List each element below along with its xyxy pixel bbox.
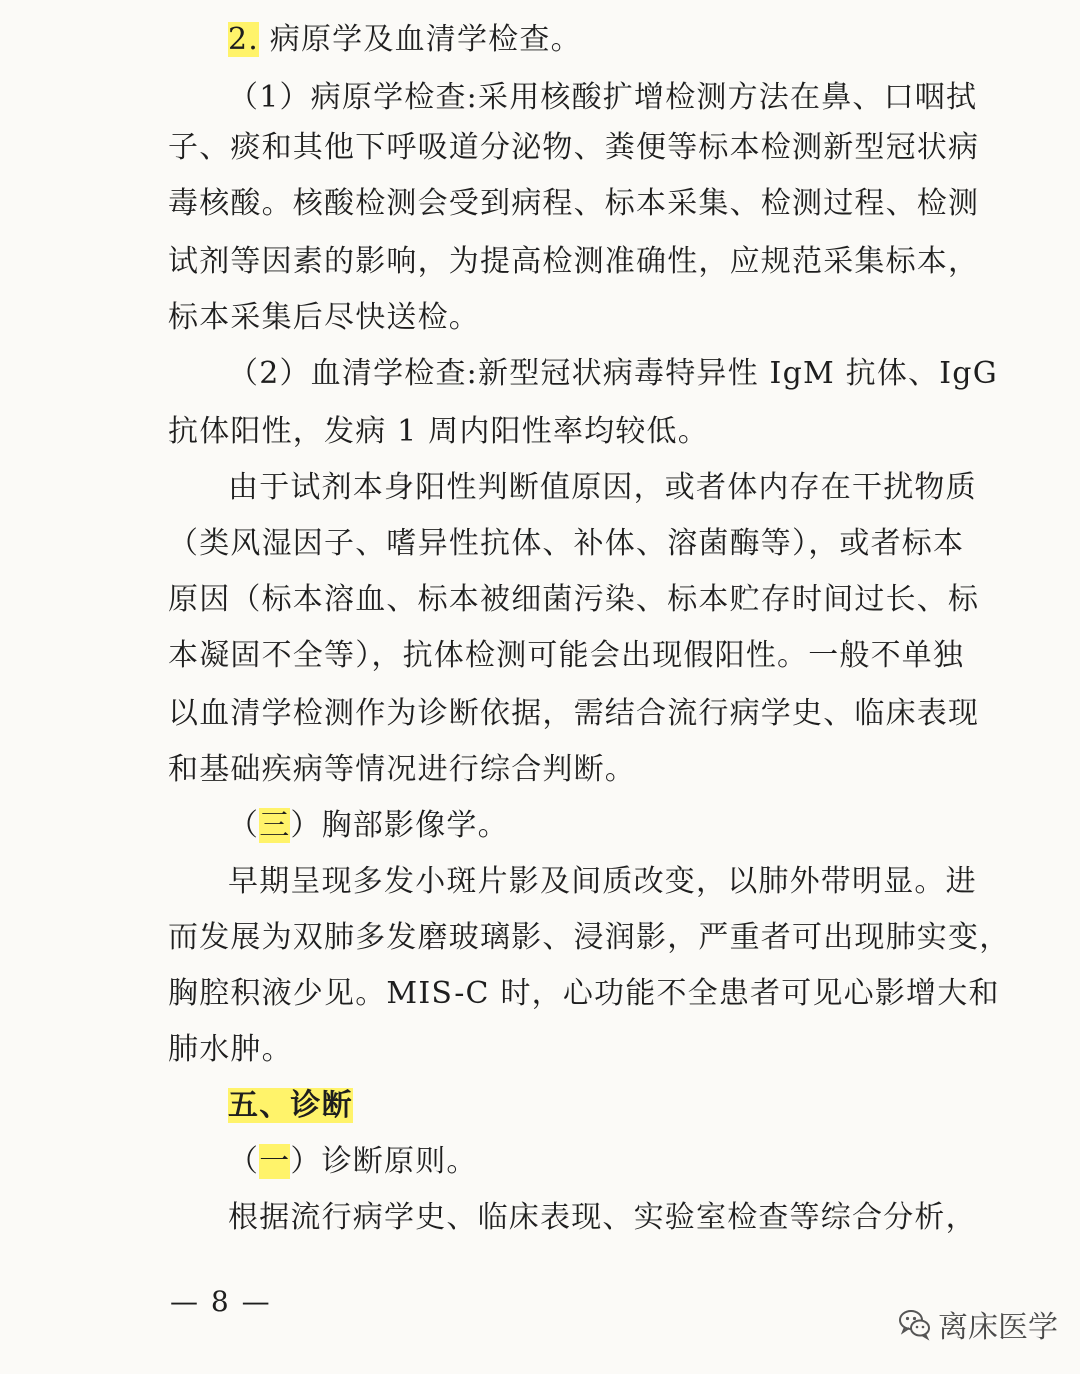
paragraph-line: （类风湿因子、嗜异性抗体、补体、溶菌酶等），或者标本 [168,526,965,561]
paragraph-line: 以血清学检测作为诊断依据，需结合流行病学史、临床表现 [168,696,980,731]
wechat-icon [898,1307,932,1341]
paragraph-line: （2）血清学检查:新型冠状病毒特异性 IgM 抗体、IgG [228,356,998,391]
paragraph-line: 毒核酸。核酸检测会受到病程、标本采集、检测过程、检测 [168,186,980,221]
paragraph-line: 原因（标本溶血、标本被细菌污染、标本贮存时间过长、标 [168,582,980,617]
paragraph-line: 和基础疾病等情况进行综合判断。 [168,752,636,787]
paragraph-line: 早期呈现多发小斑片影及间质改变，以肺外带明显。进 [228,864,977,899]
section-heading-1: （一）诊断原则。 [228,1144,478,1179]
paragraph-line: 胸腔积液少见。MIS-C 时，心功能不全患者可见心影增大和 [168,976,1000,1011]
paragraph-line: 子、痰和其他下呼吸道分泌物、粪便等标本检测新型冠状病 [168,130,980,165]
section-heading-2: 2. 病原学及血清学检查。 [228,22,582,57]
paragraph-line: 标本采集后尽快送检。 [168,300,480,335]
page-number: — 8 — [170,1285,272,1318]
paragraph-line: 而发展为双肺多发磨玻璃影、浸润影，严重者可出现肺实变， [168,920,1011,955]
paragraph-line: 由于试剂本身阳性判断值原因，或者体内存在干扰物质 [228,470,977,505]
watermark-text: 离床医学 [938,1310,1058,1345]
paragraph-line: 肺水肿。 [168,1032,293,1067]
paragraph-line: 本凝固不全等），抗体检测可能会出现假阳性。一般不单独 [168,638,965,673]
paragraph-line: 根据流行病学史、临床表现、实验室检查等综合分析， [228,1200,977,1235]
paragraph-line: （1）病原学检查:采用核酸扩增检测方法在鼻、口咽拭 [228,80,978,115]
chapter-heading-diagnosis: 五、诊断 [228,1088,353,1123]
watermark [898,1302,1058,1346]
section-heading-3: （三）胸部影像学。 [228,808,509,843]
paragraph-line: 抗体阳性，发病 1 周内阳性率均较低。 [168,414,709,449]
paragraph-line: 试剂等因素的影响，为提高检测准确性，应规范采集标本， [168,244,980,279]
